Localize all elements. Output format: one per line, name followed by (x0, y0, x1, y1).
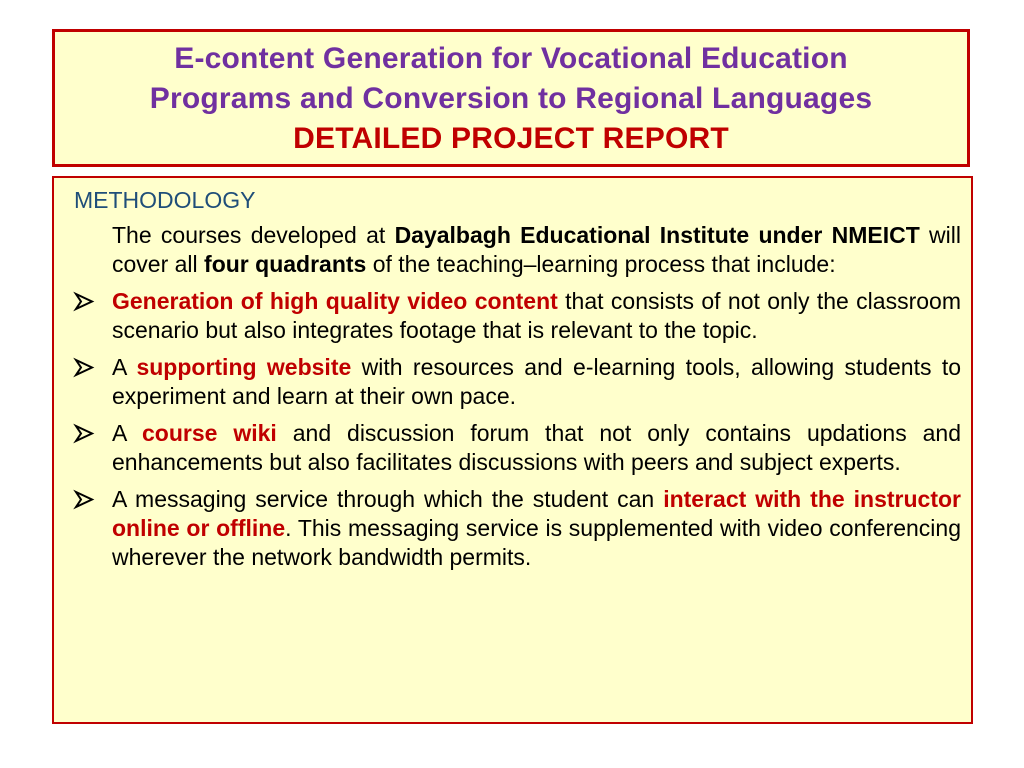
bullet-item (112, 485, 961, 572)
bullet-text: A messaging service through which the student can (112, 486, 664, 512)
arrow-bullet-icon (72, 287, 96, 316)
title-box (52, 29, 970, 167)
intro-bold-1: Dayalbagh Educational Institute under NMEICT (394, 222, 920, 248)
bullet-item (112, 287, 961, 345)
bullet-item (112, 353, 961, 411)
bullet-text: A (112, 420, 142, 446)
arrow-bullet-icon (72, 353, 96, 382)
content-box (52, 176, 973, 724)
bullet-highlight: supporting website (136, 354, 352, 380)
bullet-text: A (112, 354, 137, 380)
intro-text-3: of the teaching–learning process that include: (366, 251, 836, 277)
arrow-bullet-icon (72, 485, 96, 514)
section-heading: METHODOLOGY (74, 187, 256, 213)
bullet-text: with resources and e-learning tools, allowing students to experiment and learn at their own pace. (112, 354, 962, 409)
bullet-item (112, 419, 961, 477)
bullet-highlight: interact with the instructor online or offline (112, 486, 961, 541)
bullet-text: that consists of not only the classroom scenario but also integrates footage that is relevant to the topic. (112, 288, 961, 343)
title-line-1: E-content Generation for Vocational Education (174, 42, 848, 75)
bullet-text: and discussion forum that not only contains updations and enhancements but also facilitates discussions with peers and subject experts. (112, 420, 961, 475)
bullet-highlight: Generation of high quality video content (112, 288, 558, 314)
intro-text-1: The courses developed at (112, 222, 395, 248)
intro-text-2: will cover all (112, 222, 961, 277)
arrow-bullet-icon (72, 419, 96, 448)
bullet-highlight: course wiki (142, 420, 277, 446)
intro-paragraph (112, 221, 961, 279)
report-heading: DETAILED PROJECT REPORT (293, 122, 729, 155)
bullet-text: . This messaging service is supplemented with video conferencing wherever the network bandwidth permits. (112, 515, 962, 570)
intro-bold-2: four quadrants (204, 251, 367, 277)
title-line-2: Programs and Conversion to Regional Languages (149, 82, 873, 115)
